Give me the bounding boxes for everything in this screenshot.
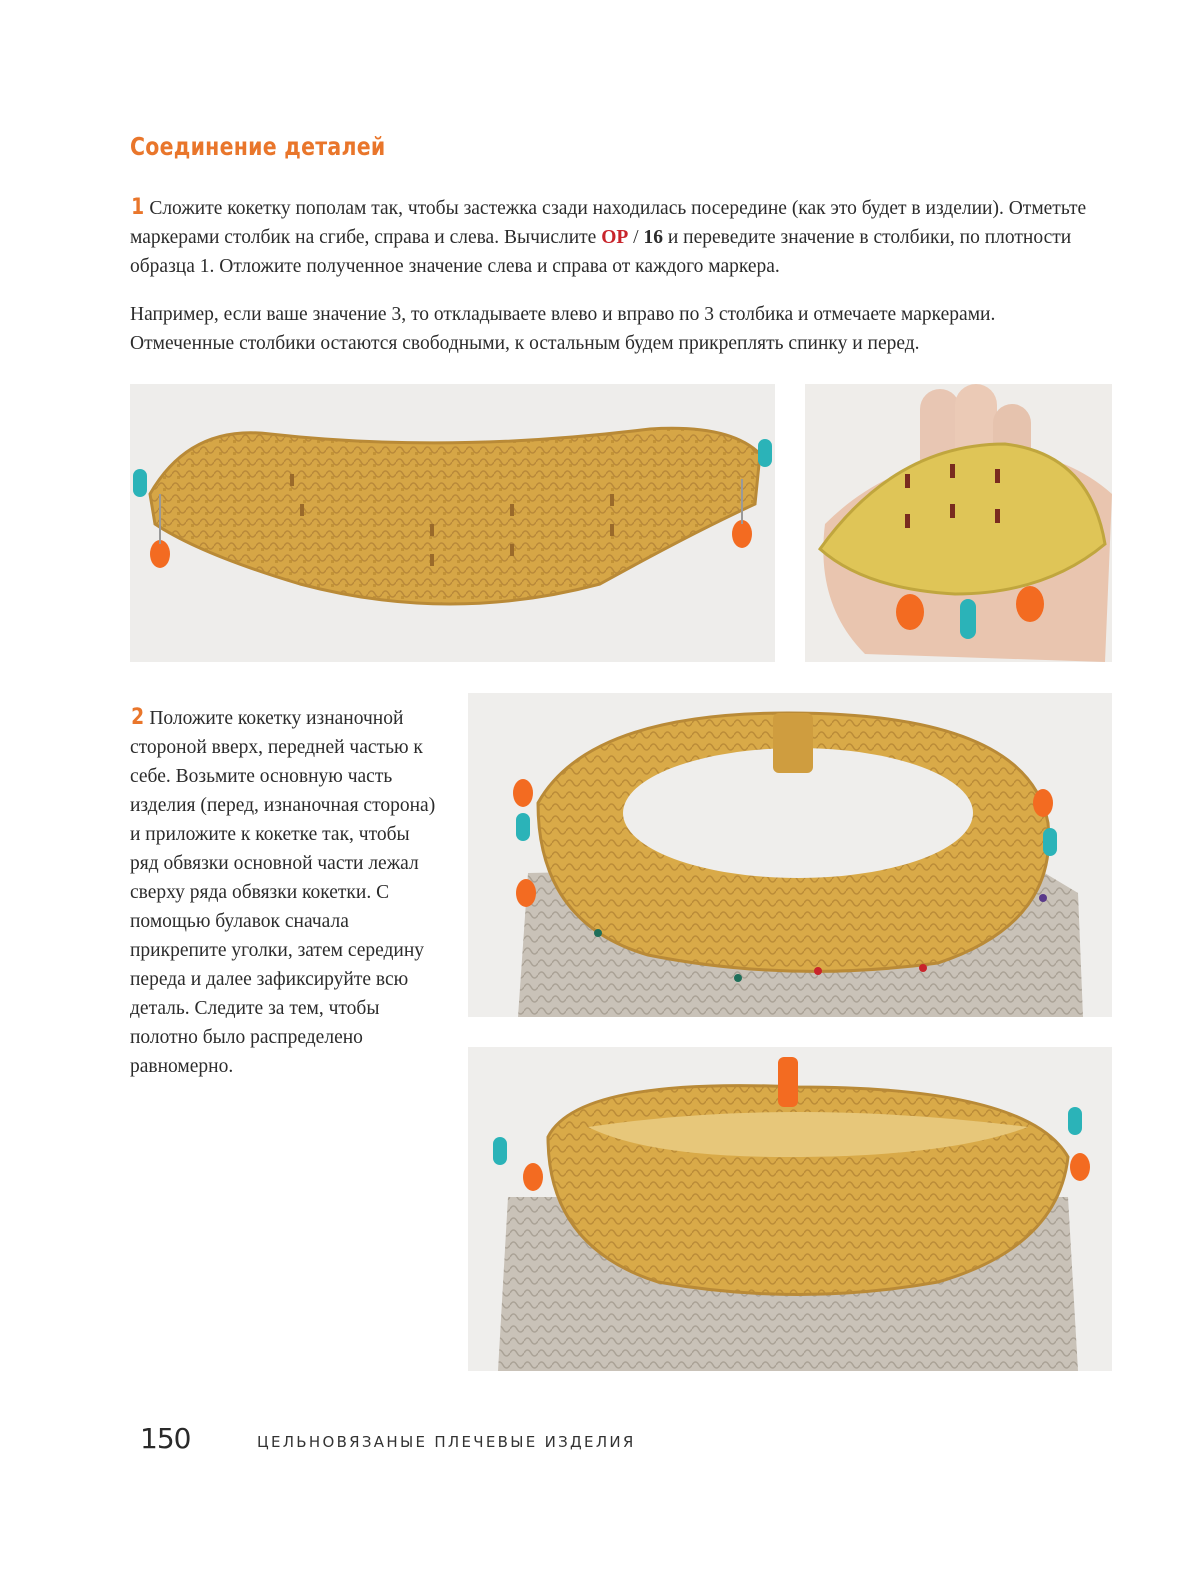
step-1-text-a: Сложите кокетку пополам так, чтобы застежка сзади находилась посередине (как это будет в изделии). Отметьте маркерами столбик на сгибе, справа и слева. Вычислите [130, 198, 1087, 248]
step-1-paragraph [130, 193, 1090, 281]
step-1-divisor: 16 [643, 227, 663, 248]
photo-yoke-on-front-side-view [468, 1047, 1112, 1371]
step-2-text: Положите кокетку изнаночной стороной вверх, передней частью к себе. Возьмите основную часть изделия (перед, изнаночная сторона) и приложите к кокетке так, чтобы ряд обвязки основной части лежал сверху ряда обвязки кокетки. С помощью булавок сначала прикрепите уголки, затем середину переда и далее зафиксируйте всю деталь. Следите за тем, чтобы полотно было распределено равномерно. [130, 708, 436, 1077]
running-footer-title: ЦЕЛЬНОВЯЗАНЫЕ ПЛЕЧЕВЫЕ ИЗДЕЛИЯ [257, 1433, 636, 1451]
photo-yoke-in-hand [805, 384, 1112, 662]
step-2-number: 2 [131, 705, 145, 730]
photo-yoke-pinned-to-front [468, 693, 1112, 1017]
page-number: 150 [140, 1422, 191, 1455]
photo-yoke-flat [130, 384, 775, 662]
step-1-text-b: и переведите значение в столбики, по плотности образца 1. Отложите полученное значение слева и справа от каждого маркера. [130, 227, 1072, 277]
step-2-paragraph [130, 703, 440, 1081]
step-1-slash: / [628, 227, 644, 248]
step-1-abbr: ОР [601, 227, 629, 248]
step-1-number: 1 [131, 195, 145, 220]
example-paragraph: Например, если ваше значение 3, то откладываете влево и вправо по 3 столбика и отмечаете маркерами. Отмеченные столбики остаются свободными, к остальным будем прикреплять спинку и перед. [130, 304, 996, 354]
section-heading: Соединение деталей [130, 132, 386, 161]
